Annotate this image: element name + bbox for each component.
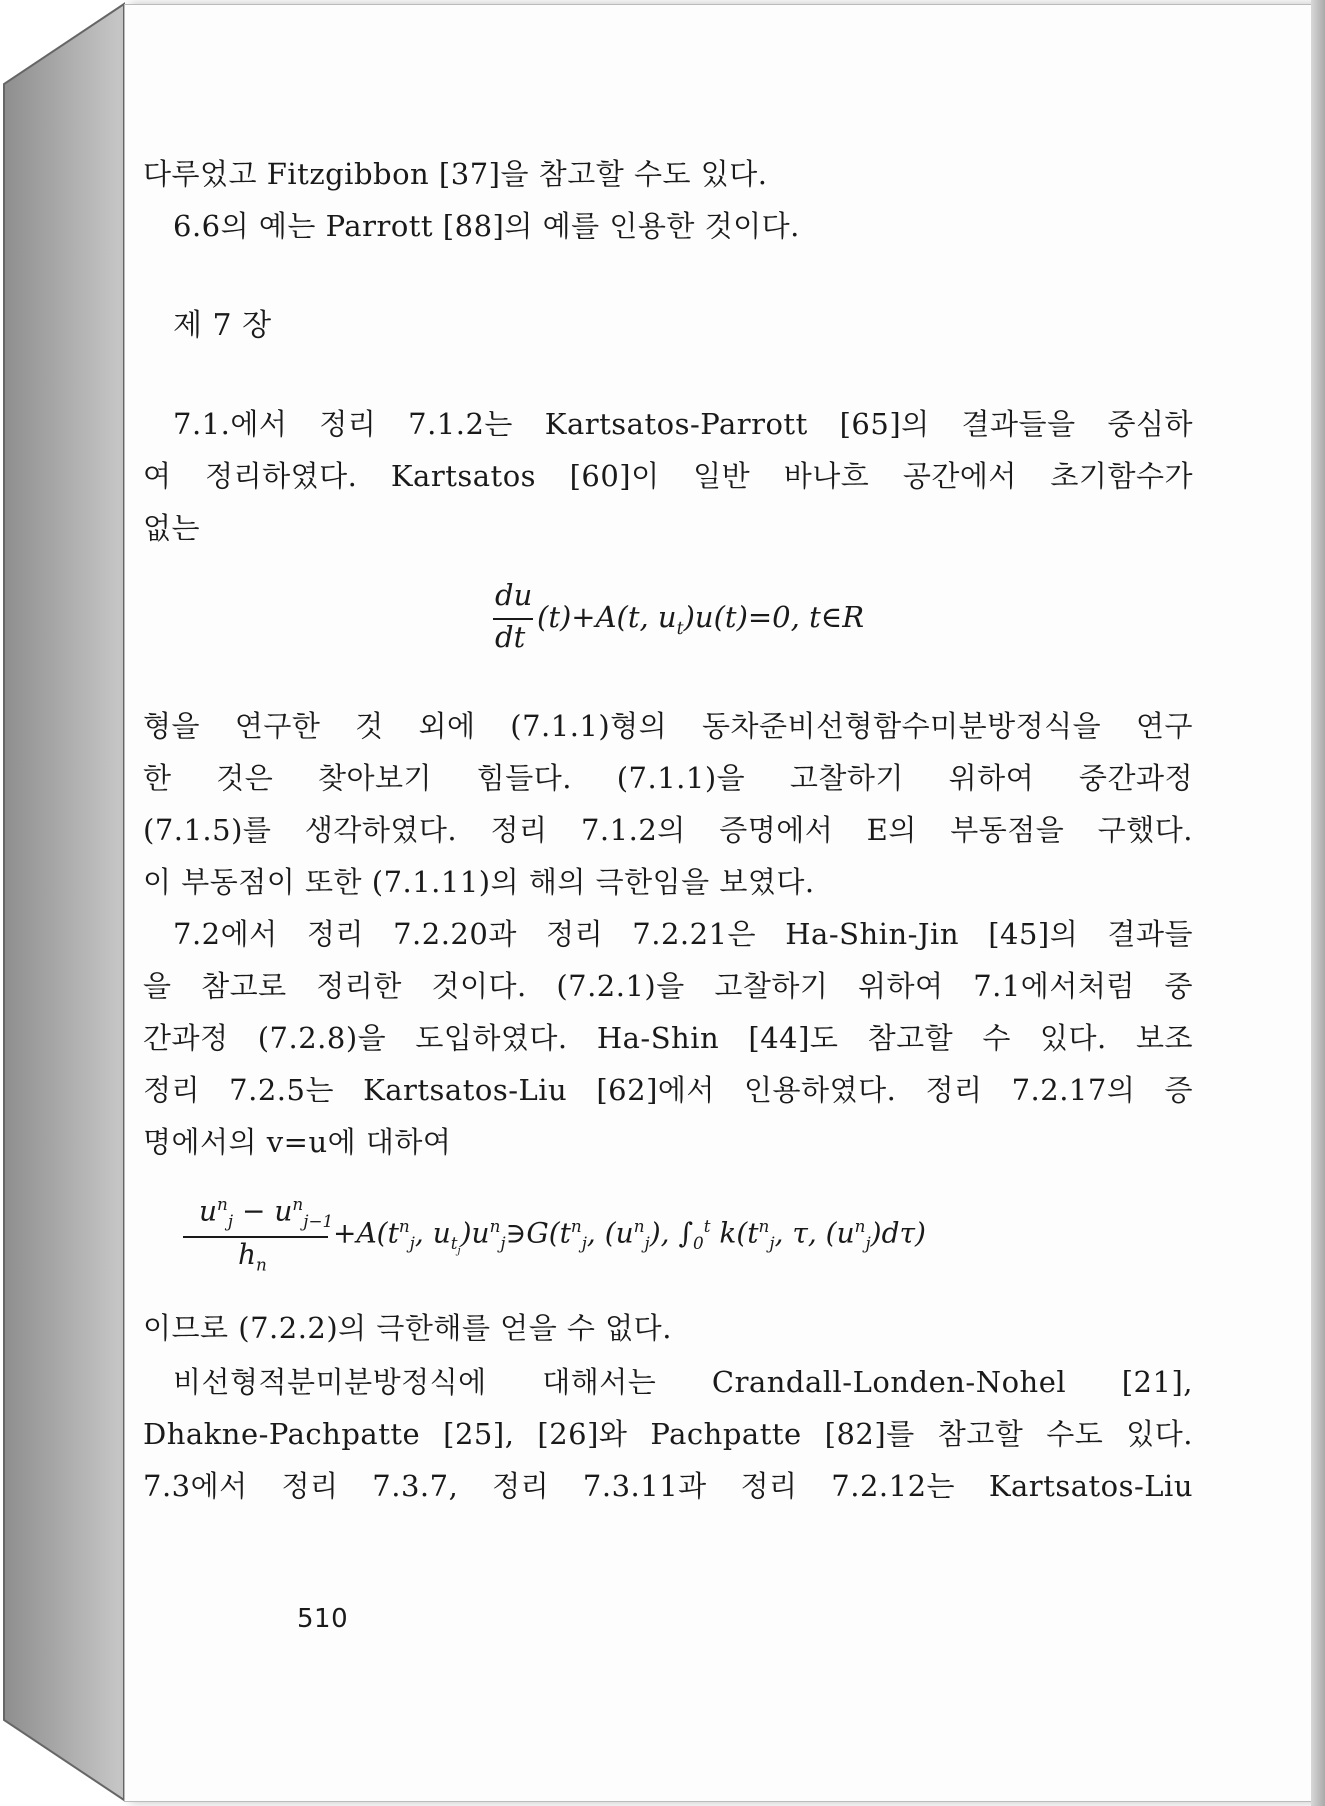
eq-part: , u xyxy=(414,1216,451,1250)
text-line: Dhakne-Pachpatte [25], [26]와 Pachpatte [82]를 참고할 수도 있다. xyxy=(143,1417,1193,1451)
equation-1-numerator: du xyxy=(495,578,533,612)
eq-part: ∋G(t xyxy=(505,1216,571,1250)
eq-part: +A(t xyxy=(333,1216,399,1250)
eq-sub: j xyxy=(227,1210,234,1231)
text-line: (7.1.5)를 생각하였다. 정리 7.1.2의 증명에서 E의 부동점을 구했다. xyxy=(143,813,1193,847)
eq-part: , τ, (u xyxy=(774,1216,855,1250)
book-spine xyxy=(0,0,130,1806)
page-edge xyxy=(1311,0,1325,1806)
equation-1-subscript: t xyxy=(676,618,684,639)
text-line: 7.1.에서 정리 7.1.2는 Kartsatos-Parrott [65]의 결과들을 중심하 xyxy=(173,407,1193,441)
text-line: 형을 연구한 것 외에 (7.1.1)형의 동차준비선형함수미분방정식을 연구 xyxy=(143,709,1193,743)
eq-part: )u xyxy=(460,1216,490,1250)
text-line: 6.6의 예는 Parrott [88]의 예를 인용한 것이다. xyxy=(173,209,800,243)
text-line: 비선형적분미분방정식에 대해서는 Crandall-Londen-Nohel [21], xyxy=(173,1365,1193,1399)
text-line: 7.3에서 정리 7.3.7, 정리 7.3.11과 정리 7.2.12는 Kartsatos-Liu xyxy=(143,1469,1193,1503)
equation-2-body: $+A(t^n_j$, $u_{t_j})u^n_j∋G(t^n_j$, $(u^n_j)$, $\int_0^t$ $k(t^n_j$, τ, $(u^n_j)d\tau$) xyxy=(333,1216,926,1257)
text-line: 한 것은 찾아보기 힘들다. (7.1.1)을 고찰하기 위하여 중간과정 xyxy=(143,761,1193,795)
equation-1-part: )u(t)=0, t∈R xyxy=(683,600,865,634)
text-line: 없는 xyxy=(143,511,201,545)
eq-part: k(t xyxy=(719,1216,759,1250)
eq-sup: n xyxy=(292,1194,304,1214)
text-line: 여 정리하였다. Kartsatos [60]이 일반 바나흐 공간에서 초기함수가 xyxy=(143,459,1193,493)
eq-part: u xyxy=(199,1194,218,1228)
equation-1-part: (t)+A(t, u xyxy=(537,600,677,634)
eq-part: )dτ) xyxy=(870,1216,926,1250)
text-line: 7.2에서 정리 7.2.20과 정리 7.2.21은 Ha-Shin-Jin [45]의 결과들 xyxy=(173,917,1193,951)
text-line: 을 참고로 정리한 것이다. (7.2.1)을 고찰하기 위하여 7.1에서처럼 중 xyxy=(143,969,1193,1003)
text-line: 명에서의 v=u에 대하여 xyxy=(143,1125,452,1159)
eq-sup: t xyxy=(703,1216,711,1236)
eq-part: − u xyxy=(233,1194,293,1228)
page-number: 510 xyxy=(297,1604,349,1634)
text-line: 이 부동점이 또한 (7.1.11)의 해의 극한임을 보였다. xyxy=(143,865,815,899)
text-line: 정리 7.2.5는 Kartsatos-Liu [62]에서 인용하였다. 정리 7.2.17의 증 xyxy=(143,1073,1193,1107)
eq-sub: j−1 xyxy=(303,1210,334,1231)
equation-2-denominator xyxy=(238,1238,267,1275)
text-line: 다루었고 Fitzgibbon [37]을 참고할 수도 있다. xyxy=(143,157,768,191)
equation-1-denominator: dt xyxy=(495,620,526,654)
text-line: 이므로 (7.2.2)의 극한해를 얻을 수 없다. xyxy=(143,1311,672,1345)
eq-sup: n xyxy=(217,1194,228,1214)
chapter-heading: 제 7 장 xyxy=(173,308,272,343)
book-page xyxy=(124,4,1316,1802)
equation-1-body xyxy=(537,600,864,639)
eq-sub: n xyxy=(256,1254,267,1275)
eq-sub: 0 xyxy=(693,1232,704,1253)
eq-part: h xyxy=(238,1238,257,1271)
text-line: 간과정 (7.2.8)을 도입하였다. Ha-Shin [44]도 참고할 수 있다. 보조 xyxy=(143,1021,1193,1055)
eq-part: , (u xyxy=(586,1216,634,1250)
eq-part: ), ∫ xyxy=(649,1216,694,1250)
equation-2-numerator xyxy=(199,1194,333,1231)
